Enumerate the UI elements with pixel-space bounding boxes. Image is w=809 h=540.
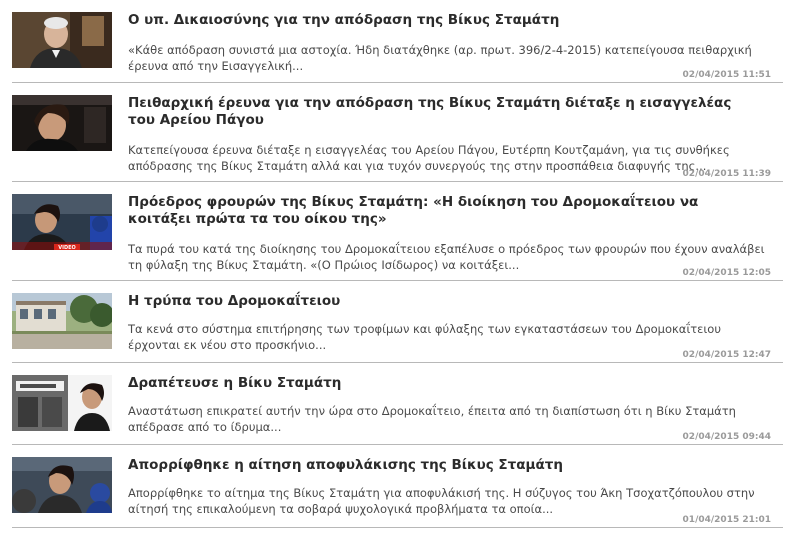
news-item[interactable] (0, 363, 809, 445)
news-thumbnail[interactable] (12, 457, 112, 513)
news-thumbnail-image (12, 375, 112, 431)
news-item[interactable] (0, 445, 809, 528)
news-thumbnail[interactable] (12, 12, 112, 68)
news-thumbnail-image (12, 194, 112, 250)
news-thumbnail-image (12, 95, 112, 151)
news-thumbnail-image (12, 12, 112, 68)
news-timestamp: 01/04/2015 21:01 (682, 515, 771, 525)
news-title-link[interactable]: Πρόεδρος φρουρών της Βίκυς Σταμάτη: «Η διοίκηση του Δρομοκαΐτειου να κοιτάξει πρώτα τα του οίκου της» (128, 194, 699, 227)
news-summary: Αναστάτωση επικρατεί αυτήν την ώρα στο Δρομοκαΐτειο, έπειτα από τη διαπίστωση ότι η Βίκυ Σταμάτη απέδρασε από το ίδρυμα... (128, 404, 736, 434)
news-title-link[interactable]: Ο υπ. Δικαιοσύνης για την απόδραση της Βίκυς Σταμάτη (128, 12, 560, 28)
news-thumbnail-image (12, 457, 112, 513)
news-thumbnail[interactable] (12, 194, 112, 250)
news-thumbnail-image (12, 293, 112, 349)
news-timestamp: 02/04/2015 12:05 (682, 268, 771, 278)
news-timestamp: 02/04/2015 11:39 (682, 169, 771, 179)
news-thumbnail[interactable] (12, 95, 112, 151)
news-divider (12, 527, 783, 528)
news-title-link[interactable]: Δραπέτευσε η Βίκυ Σταμάτη (128, 375, 342, 391)
news-thumbnail[interactable] (12, 375, 112, 431)
news-title-link[interactable]: Η τρύπα του Δρομοκαΐτειου (128, 293, 341, 309)
news-summary: Κατεπείγουσα έρευνα διέταξε η εισαγγελέας του Αρείου Πάγου, Ευτέρπη Κουτζαμάνη, για τις συνθήκες απόδρασης της Βίκυς Σταμάτη αλλά και για τυχόν συνεργούς της στην προσπάθεια διαφυγής της... (128, 143, 730, 173)
video-badge-label: VIDEO (58, 245, 76, 250)
news-timestamp: 02/04/2015 11:51 (682, 70, 771, 80)
news-summary: Τα κενά στο σύστημα επιτήρησης των τροφίμων και φύλαξης των εγκαταστάσεων του Δρομοκαΐτειου έρχονται εκ νέου στο προσκήνιο... (128, 322, 721, 352)
news-title-link[interactable]: Πειθαρχική έρευνα για την απόδραση της Βίκυς Σταμάτη διέταξε η εισαγγελέας του Αρείου Πάγου (128, 95, 732, 128)
news-timestamp: 02/04/2015 09:44 (682, 432, 771, 442)
news-item[interactable] (0, 83, 809, 182)
news-summary: Τα πυρά του κατά της διοίκησης του Δρομοκαΐτειου εξαπέλυσε ο πρόεδρος των φρουρών που έχουν αναλάβει τη φύλαξη της Βίκυς Σταμάτη. «(Ο Πρώιος Ισίδωρος) να κοιτάξει... (128, 242, 765, 272)
news-title-link[interactable]: Απορρίφθηκε η αίτηση αποφυλάκισης της Βίκυς Σταμάτη (128, 457, 563, 473)
news-thumbnail[interactable] (12, 293, 112, 349)
news-item[interactable] (0, 182, 809, 281)
news-item[interactable] (0, 281, 809, 363)
news-item[interactable] (0, 0, 809, 83)
news-summary: «Κάθε απόδραση συνιστά μια αστοχία. Ήδη διατάχθηκε (αρ. πρωτ. 396/2-4-2015) κατεπείγουσα πειθαρχική έρευνα από την Εισαγγελική... (128, 43, 752, 73)
news-summary: Απορρίφθηκε το αίτημα της Βίκυς Σταμάτη για αποφυλάκισή της. Η σύζυγος του Άκη Τσοχατζόπουλου στην αίτησή της επικαλούμενη τα σοβαρά ψυχολογικά προβλήματα τα οποία... (128, 486, 755, 516)
news-timestamp: 02/04/2015 12:47 (682, 350, 771, 360)
